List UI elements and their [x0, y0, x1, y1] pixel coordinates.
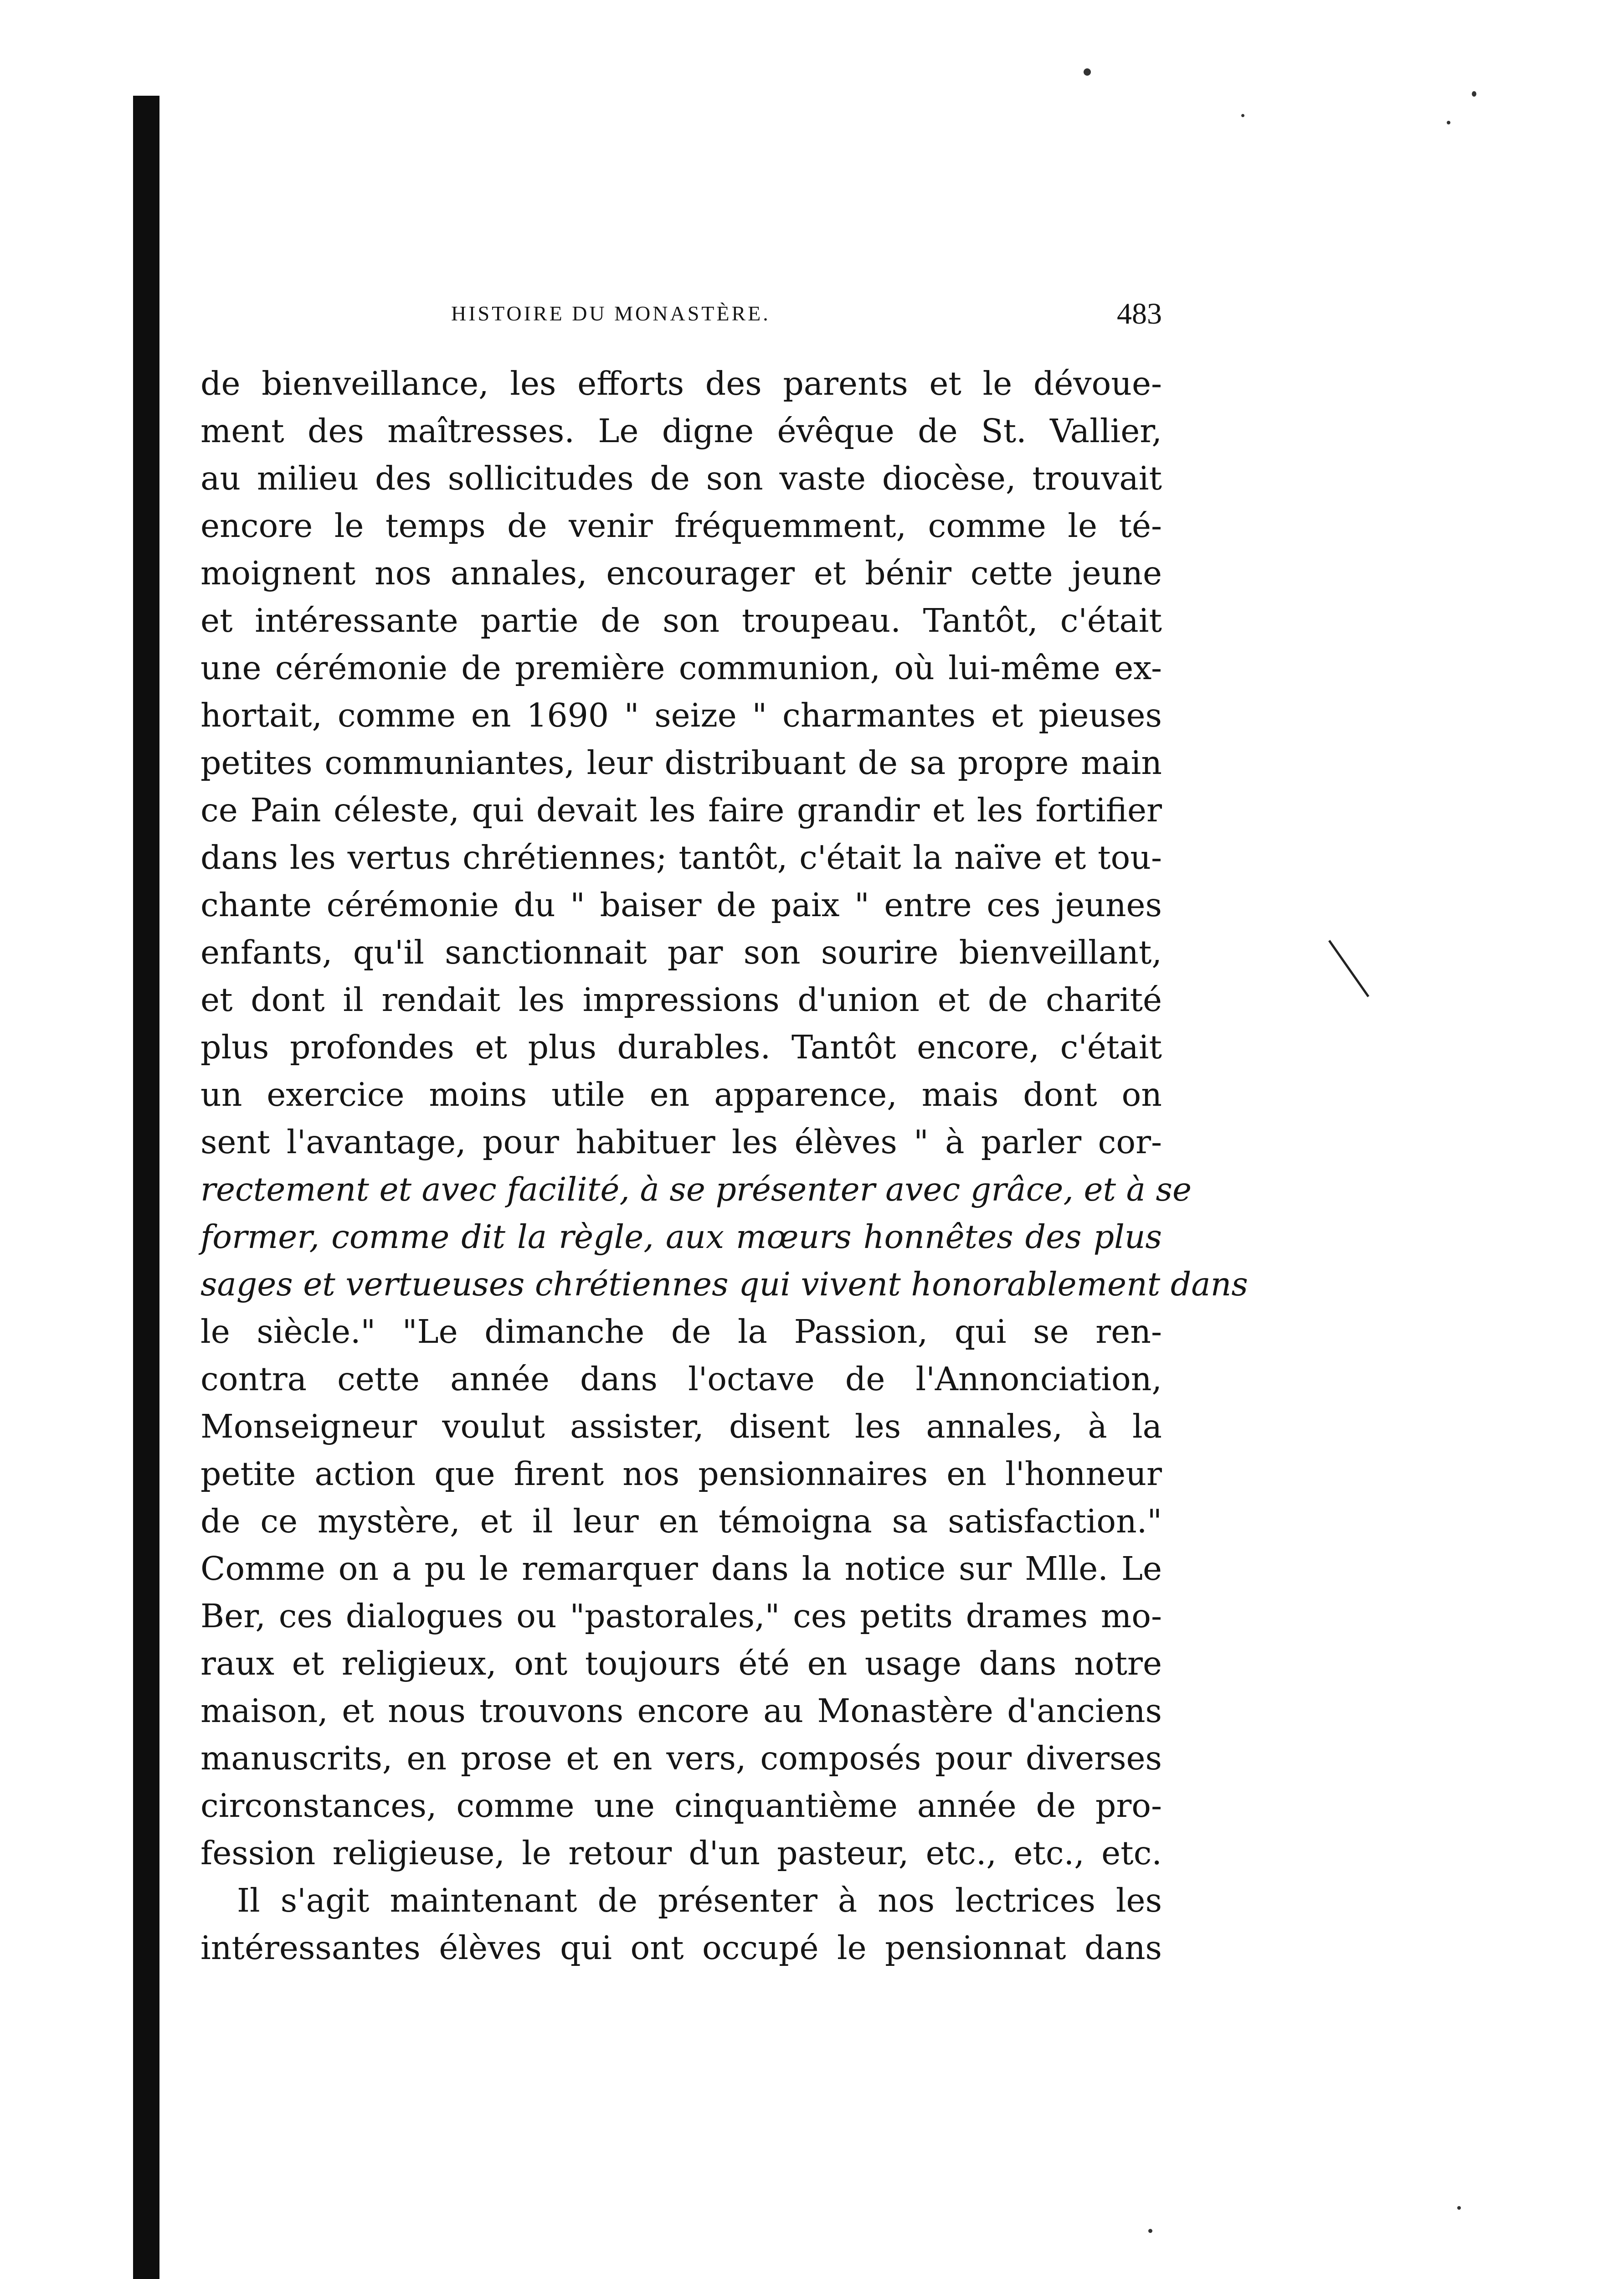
paragraph-start-line: Il s'agit maintenant de présenter à nos lectrices les	[237, 1882, 1162, 1919]
text-line: enfants, qu'il sanctionnait par son sourire bienveillant,	[200, 933, 1162, 971]
text-line: au milieu des sollicitudes de son vaste diocèse, trouvait	[200, 459, 1162, 497]
text-line: dans les vertus chrétiennes; tantôt, c'était la naïve et tou-	[200, 839, 1162, 877]
text-line: Ber, ces dialogues ou "pastorales," ces petits drames mo-	[200, 1597, 1162, 1635]
text-line: un exercice moins utile en apparence, mais dont on	[200, 1076, 1162, 1114]
scan-speck	[1084, 68, 1091, 76]
text-line: intéressantes élèves qui ont occupé le pensionnat dans	[200, 1929, 1162, 1967]
text-line: raux et religieux, ont toujours été en usage dans notre	[200, 1645, 1162, 1682]
text-line: hortait, comme en 1690 " seize " charmantes et pieuses	[200, 696, 1162, 734]
text-line: sent l'avantage, pour habituer les élèves " à parler cor-	[200, 1123, 1162, 1161]
page-header	[451, 299, 1162, 335]
scan-speck	[1457, 2206, 1461, 2210]
text-line-italic: rectement et avec facilité, à se présenter avec grâce, et à se	[200, 1170, 1192, 1208]
scan-speck	[1472, 91, 1476, 97]
text-line: et intéressante partie de son troupeau. Tantôt, c'était	[200, 602, 1162, 639]
text-line: petites communiantes, leur distribuant de sa propre main	[200, 744, 1162, 782]
text-line: maison, et nous trouvons encore au Monastère d'anciens	[200, 1692, 1162, 1730]
text-line: plus profondes et plus durables. Tantôt encore, c'était	[200, 1028, 1162, 1066]
pen-mark	[1328, 940, 1369, 997]
text-line: contra cette année dans l'octave de l'Annonciation,	[200, 1360, 1162, 1398]
text-line: chante cérémonie du " baiser de paix " entre ces jeunes	[200, 886, 1162, 924]
text-line: Comme on a pu le remarquer dans la notice sur Mlle. Le	[200, 1550, 1162, 1588]
text-line: manuscrits, en prose et en vers, composés pour diverses	[200, 1739, 1162, 1777]
text-line-italic: former, comme dit la règle, aux mœurs honnêtes des plus	[200, 1218, 1162, 1256]
page-number: 483	[1117, 297, 1162, 330]
text-line: circonstances, comme une cinquantième année de pro-	[200, 1787, 1162, 1825]
text-line: de ce mystère, et il leur en témoigna sa satisfaction."	[200, 1502, 1162, 1540]
running-title: HISTOIRE DU MONASTÈRE.	[451, 302, 771, 325]
text-line: moignent nos annales, encourager et bénir cette jeune	[200, 554, 1162, 592]
text-line: encore le temps de venir fréquemment, comme le té-	[200, 507, 1162, 545]
text-line: Monseigneur voulut assister, disent les annales, à la	[200, 1408, 1162, 1445]
paragraph-end-line: fession religieuse, le retour d'un pasteur, etc., etc., etc.	[200, 1834, 1162, 1872]
scan-speck	[1148, 2229, 1152, 2233]
text-line-italic: sages et vertueuses chrétiennes qui vivent honorablement dans	[200, 1265, 1248, 1303]
scan-speck	[1241, 114, 1244, 117]
binding-shadow-bar	[133, 96, 159, 2279]
text-line: une cérémonie de première communion, où lui-même ex-	[200, 649, 1162, 687]
text-line: ment des maîtresses. Le digne évêque de St. Vallier,	[200, 412, 1162, 450]
text-line: et dont il rendait les impressions d'union et de charité	[200, 981, 1162, 1019]
text-line: ce Pain céleste, qui devait les faire grandir et les fortifier	[200, 791, 1162, 829]
body-text	[200, 360, 1248, 1972]
text-line: le siècle." "Le dimanche de la Passion, qui se ren-	[200, 1313, 1162, 1351]
text-line: de bienveillance, les efforts des parents et le dévoue-	[200, 365, 1162, 402]
scan-speck	[1447, 121, 1450, 124]
text-line: petite action que firent nos pensionnaires en l'honneur	[200, 1455, 1162, 1493]
